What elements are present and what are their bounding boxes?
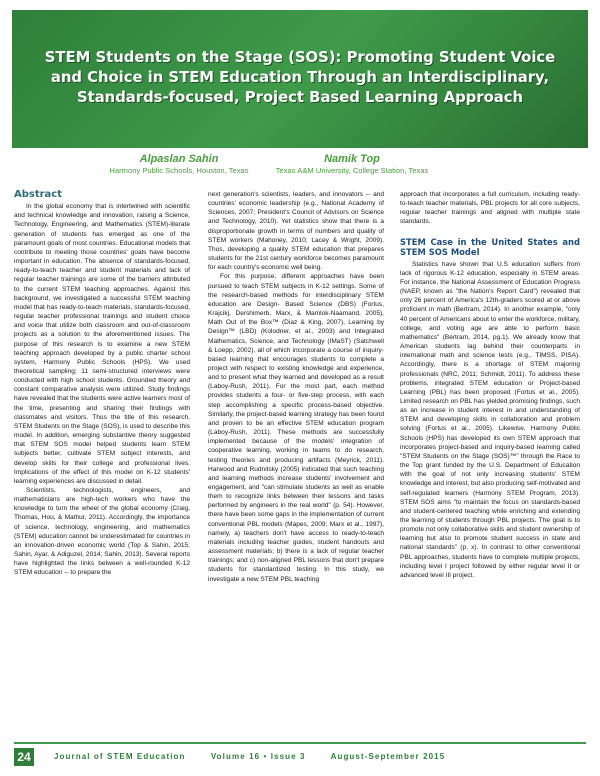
article-title: STEM Students on the Stage (SOS): Promoting Student Voice and Choice in STEM Education Through an Interdisciplinary, Standards-focused, Project Based Learning Approach	[44, 49, 556, 106]
abstract-heading: Abstract	[14, 189, 63, 200]
page-footer	[14, 748, 586, 768]
body-paragraph: For this purpose, different approaches have been pursued to teach STEM subjects in K-12 settings. Some of the research-based methods for interdisciplinary STEM education are Design- Based Science (DBS) (Fortus, Krajcikj, Dershimerb, Marx, & Mamlok-Naamand, 2005), Math Out of the Box™ (Diaz & King, 2007), Learning by Design™ (LBD) (Kolodner, et al., 2003) and Integrated Mathematics, Science, and Technology (IMaST) (Satchwell & Loepp, 2002), all of which incorporate a course of inquiry-based learning that encourages students to complete a project with respect to existing knowledge and experience, and to present what they learned and developed as a result (Laboy-Rush, 2011). For the most part, each method provides students a four- or five-step process, with each step accomplishing a specific process-based objective. Similarly, the project-based learning strategy has been found and proven to be an effective STEM education program (Laboy-Rush, 2011). These methods are successfully implemented because of the models' integration of cooperative learning, working in teams to do research, testing theories and producing artifacts (Meyrick, 2011). Harwood and Rudnitsky (2005) indicated that such teaching and learning methods increase students' involvement and engagement, and "can stimulate students as well as enable them to recognize links between their lessons and tasks performed by engineers in the real world" (p. 54). However, there have been some gaps in the implementation of current conventional PBL models (Mapes, 2009; Marx et al., 1997), namely, a) teachers don't have access to ready-to-teach materials including teacher guides, student handouts and assessment materials; b) there is a lack of regular teacher trainings; and c) non-aligned PBL lessons that don't prepare students for standardized testing. In this study, we investigate a new STEM PBL teaching	[208, 273, 384, 583]
body-paragraph: approach that incorporates a full curriculum, including ready-to-teach teacher materials, PBL projects for all core subjects, regular teacher trainings and aligned with multiple state standards.	[400, 191, 580, 226]
abstract-paragraph: In the global economy that is intertwined with scientific and technical knowledge and innovation, raising a Science, Technology, Engineering, and Mathematics (STEM)-literate generation of students has emerged as one of the paramount goals of most countries. Educational models that contribute to meeting those countries' goals have become important in education. The absence of standards-focused, ready-to-teach teacher and student materials and lack of regular teacher trainings are some of the barriers attributed to the current STEM teaching approaches. Against this background, we investigated a successful STEM teaching model that has ready-to-teach materials, standards-focused, regular teacher professional trainings and student choice and voice that utilize both classroom and out-of-classroom projects as a solution to the aforementioned issues. The purpose of this research is to examine a new STEM teaching approach developed by a public charter school system, Harmony Public Schools (HPS). We used theoretical sampling; 11 semi-structured interviews were conducted with high school students. Grounded theory and constant comparative analysis were utilized. Study findings have revealed that the students were active learners most of the time, presenting and sharing their findings with classmates and visitors. Thus the title of this research, STEM Students on the Stage (SOS), is used to describe this model. In addition, emerging substantive theory suggested that STEM SOS model helped students learn STEM subjects better, cultivate STEM subject interests, and develop skills for their college and professional lives. Implications of the effect of this model on K-12 students' learning experiences are discussed in detail.	[14, 203, 190, 485]
body-paragraph: next generation's scientists, leaders, and innovators -- and countries' economic leadership (e.g., National Academy of Sciences, 2007; President's Council of Advisors on Science and Technology, 2010). Yet statistics show that there is a disproportionate growth in terms of numbers and quality of STEM workers (Mahoney, 2010; Lacey & Wright, 2009). Thus, developing a quality STEM education that prepares students for the 21st century workforce becomes paramount for each country's economic well being.	[208, 191, 384, 272]
column-1	[14, 190, 190, 578]
author-affiliation: Harmony Public Schools, Houston, Texas	[109, 166, 249, 175]
footer-rule	[14, 742, 586, 744]
author-block	[0, 152, 600, 182]
section-heading: STEM Case in the United States and STEM SOS Model	[400, 236, 580, 257]
column-2	[208, 190, 384, 584]
body-paragraph: Statistics have shown that U.S education suffers from lack of rigorous K-12 education, especially in STEM areas. For instance, the National Assessment of Education Progress (NAEP, known as "the Nation's Report Card") revealed that only 26 percent of America's 12th-graders scored at or above proficient in math (Bertram, 2014). In another example, "only 40 percent of Americans about to enter the workforce, military, college, and voting age are able to perform basic mathematics" (Bertram, 2014, pg.1). We already know that American students lag behind their counterparts in international math and science tests (e.g., TIMSS, PISA). Accordingly, there is a shortage of STEM majoring professionals (NRC, 2011; Schmidt, 2011). To address these problems, integrated STEM education or Project-based Learning (PBL) has been proposed (Fortus et al., 2005). Limited research on PBL has yielded promising findings, such as an increase in student interest in and understanding of STEM and developing skills in collaboration and problem solving (Fortus et al., 2005). Likewise, Harmony Public Schools (HPS) has developed its own STEM approach that incorporates project-based and inquiry-based learning called "STEM Students on the Stage (SOS)™" through the Race to the Top grant funded by the U.S. Department of Education with the goal of not only increasing students' STEM knowledge and interest, but also producing self-motivated and self-regulated learners (Harmony STEM Program, 2013). STEM SOS aims "to maintain the focus on standards-based and student-centered teaching while enriching and extending the learning of students through PBL projects. The goal is to promote not only collaborative skills and student ownership of learning but also to promote student success in state and national standards" (p. x). In contrast to other conventional PBL approaches, students have to complete multiple projects, including level I project followed by either regular level II or advanced level III project.	[400, 260, 580, 579]
journal-name: Journal of STEM Education	[54, 752, 186, 761]
page-number: 24	[14, 748, 34, 766]
journal-date: August-September 2015	[330, 752, 446, 761]
author-name: Alpaslan Sahin	[139, 153, 219, 165]
author-name: Namik Top	[324, 153, 380, 165]
body-paragraph: Scientists, technologists, engineers, and mathematicians are high-tech workers who have the knowledge to turn the wheel of the global economy (Craig, Thomas, Hou, & Mathur, 2011). Accordingly, the importance of science, technology, engineering, and mathematics (STEM) education cannot be underestimated for countries in an innovation-driven economic world (Top & Sahin, 2015; Sahin, Ayar, & Adiguzel, 2014; Sahin, 2013). Several reports have highlighted the links between a well-rounded K-12 STEM education -- to prepare the	[14, 487, 190, 577]
author-2	[247, 152, 457, 176]
author-affiliation: Texas A&M University, College Station, Texas	[275, 166, 429, 175]
column-3	[400, 190, 580, 580]
journal-info	[54, 750, 467, 764]
journal-issue: Volume 16 • Issue 3	[210, 752, 306, 761]
